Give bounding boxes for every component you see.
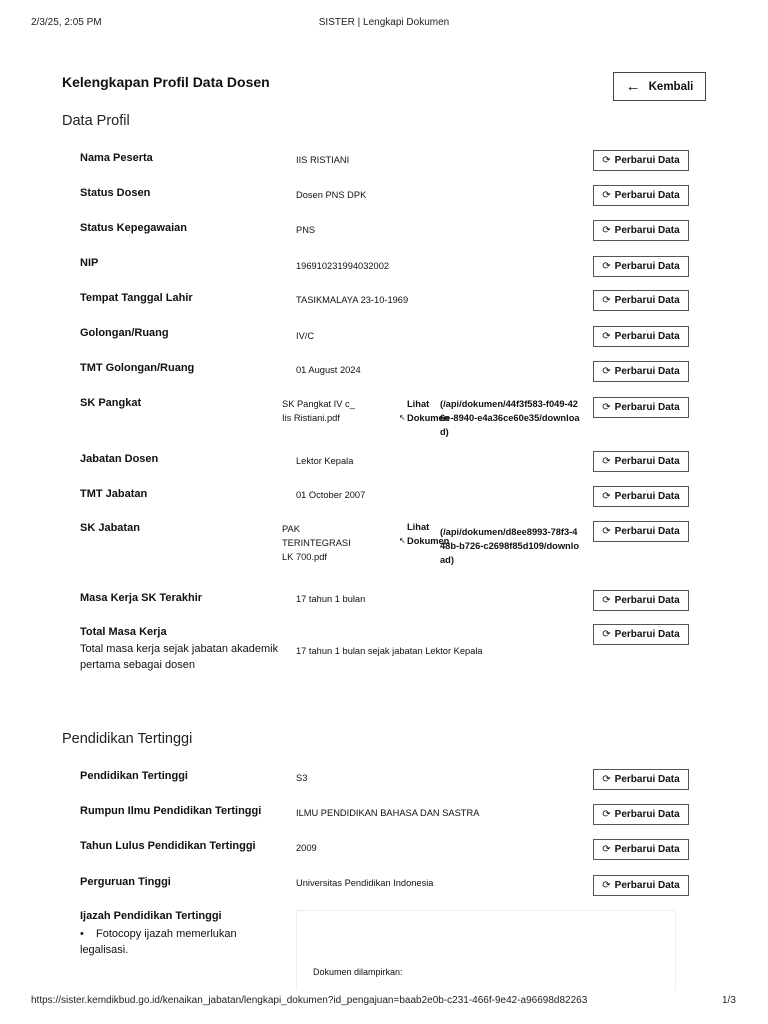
print-url: https://sister.kemdikbud.go.id/kenaikan_jabatan/lengkapi_dokumen?id_pengajuan=baab2e0b-c231-466f-9e42-a96698d82263 bbox=[31, 995, 588, 1006]
update-button[interactable] bbox=[593, 361, 689, 382]
refresh-icon: ⟳ bbox=[602, 295, 611, 306]
update-button[interactable] bbox=[593, 486, 689, 507]
field-label: Golongan/Ruang bbox=[80, 327, 169, 339]
view-document-link[interactable] bbox=[399, 520, 450, 548]
update-button[interactable] bbox=[593, 804, 689, 825]
field-label: SK Jabatan bbox=[80, 522, 140, 534]
arrow-left-icon: ← bbox=[625, 78, 641, 95]
update-button-label: Perbarui Data bbox=[614, 880, 680, 891]
field-label: Ijazah Pendidikan Tertinggi bbox=[80, 910, 222, 922]
field-label: Masa Kerja SK Terakhir bbox=[80, 592, 203, 604]
update-button[interactable] bbox=[593, 397, 689, 418]
field-label: Jabatan Dosen bbox=[80, 453, 159, 465]
update-button[interactable] bbox=[593, 590, 689, 611]
field-label: Tempat Tanggal Lahir bbox=[80, 292, 193, 304]
update-button-label: Perbarui Data bbox=[614, 526, 680, 537]
refresh-icon: ⟳ bbox=[602, 402, 611, 413]
view-document-label: Lihat Dokumen bbox=[407, 522, 450, 546]
field-value: IIS RISTIANI bbox=[296, 155, 350, 165]
refresh-icon: ⟳ bbox=[602, 844, 611, 855]
update-button-label: Perbarui Data bbox=[614, 331, 680, 342]
attached-documents-label: Dokumen dilampirkan: bbox=[313, 967, 403, 977]
update-button[interactable] bbox=[593, 150, 689, 171]
update-button[interactable] bbox=[593, 451, 689, 472]
field-value: 01 August 2024 bbox=[296, 365, 361, 375]
field-label: Status Dosen bbox=[80, 187, 151, 199]
field-value: S3 bbox=[296, 773, 308, 783]
update-button-label: Perbarui Data bbox=[614, 402, 680, 413]
update-button-label: Perbarui Data bbox=[614, 491, 680, 502]
field-label: TMT Jabatan bbox=[80, 488, 148, 500]
update-button-label: Perbarui Data bbox=[614, 456, 680, 467]
update-button-label: Perbarui Data bbox=[614, 225, 680, 236]
field-value: 2009 bbox=[296, 843, 317, 853]
update-button[interactable] bbox=[593, 326, 689, 347]
ijazah-upload-panel bbox=[296, 910, 676, 990]
field-value: 01 October 2007 bbox=[296, 490, 366, 500]
update-button-label: Perbarui Data bbox=[614, 155, 680, 166]
refresh-icon: ⟳ bbox=[602, 225, 611, 236]
bullet-icon: • bbox=[80, 928, 84, 940]
update-button[interactable] bbox=[593, 875, 689, 896]
update-button[interactable] bbox=[593, 185, 689, 206]
update-button-label: Perbarui Data bbox=[614, 261, 680, 272]
update-button[interactable] bbox=[593, 220, 689, 241]
field-value: 17 tahun 1 bulan bbox=[296, 594, 366, 604]
link-arrow-icon: ↖ bbox=[399, 536, 406, 545]
field-value: Universitas Pendidikan Indonesia bbox=[296, 878, 434, 888]
update-button-label: Perbarui Data bbox=[614, 844, 680, 855]
file-name: PAK TERINTEGRASI LK 700.pdf bbox=[282, 524, 351, 562]
update-button-label: Perbarui Data bbox=[614, 295, 680, 306]
refresh-icon: ⟳ bbox=[602, 190, 611, 201]
field-value: 196910231994032002 bbox=[296, 261, 390, 271]
print-page-title: SISTER | Lengkapi Dokumen bbox=[318, 17, 450, 28]
refresh-icon: ⟳ bbox=[602, 809, 611, 820]
file-name: SK Pangkat IV c_ Iis Ristiani.pdf bbox=[282, 399, 355, 423]
update-button[interactable] bbox=[593, 290, 689, 311]
refresh-icon: ⟳ bbox=[602, 366, 611, 377]
field-value: PNS bbox=[296, 225, 316, 235]
link-arrow-icon: ↖ bbox=[399, 413, 406, 422]
update-button-label: Perbarui Data bbox=[614, 774, 680, 785]
update-button-label: Perbarui Data bbox=[614, 366, 680, 377]
refresh-icon: ⟳ bbox=[602, 880, 611, 891]
field-description: Total masa kerja sejak jabatan akademik pertama sebagai dosen bbox=[80, 643, 279, 671]
refresh-icon: ⟳ bbox=[602, 774, 611, 785]
field-value: Dosen PNS DPK bbox=[296, 190, 367, 200]
field-label: Nama Peserta bbox=[80, 152, 153, 164]
update-button[interactable] bbox=[593, 624, 689, 645]
refresh-icon: ⟳ bbox=[602, 456, 611, 467]
print-page-number: 1/3 bbox=[722, 995, 736, 1006]
back-button[interactable] bbox=[613, 72, 706, 101]
update-button-label: Perbarui Data bbox=[614, 629, 680, 640]
ijazah-requirement-text: Fotocopy ijazah memerlukan legalisasi. bbox=[80, 928, 237, 956]
field-label: Pendidikan Tertinggi bbox=[80, 770, 188, 782]
section-title-education: Pendidikan Tertinggi bbox=[62, 731, 193, 747]
refresh-icon: ⟳ bbox=[602, 155, 611, 166]
field-value: IV/C bbox=[296, 331, 315, 341]
field-value: 17 tahun 1 bulan sejak jabatan Lektor Kepala bbox=[296, 646, 483, 656]
update-button-label: Perbarui Data bbox=[614, 595, 680, 606]
print-datetime: 2/3/25, 2:05 PM bbox=[31, 17, 102, 28]
page-title: Kelengkapan Profil Data Dosen bbox=[62, 74, 270, 90]
field-label: Perguruan Tinggi bbox=[80, 876, 171, 888]
update-button-label: Perbarui Data bbox=[614, 809, 680, 820]
view-document-link[interactable] bbox=[399, 397, 450, 425]
refresh-icon: ⟳ bbox=[602, 629, 611, 640]
update-button[interactable] bbox=[593, 839, 689, 860]
field-label: Status Kepegawaian bbox=[80, 222, 187, 234]
refresh-icon: ⟳ bbox=[602, 491, 611, 502]
field-label: SK Pangkat bbox=[80, 397, 142, 409]
update-button-label: Perbarui Data bbox=[614, 190, 680, 201]
field-value: TASIKMALAYA 23-10-1969 bbox=[296, 295, 409, 305]
ijazah-requirement bbox=[80, 926, 280, 958]
document-url[interactable]: (/api/dokumen/44f3f583-f049-426e-8940-e4a36ce60e35/download) bbox=[440, 399, 580, 437]
refresh-icon: ⟳ bbox=[602, 331, 611, 342]
refresh-icon: ⟳ bbox=[602, 595, 611, 606]
document-url[interactable]: (/api/dokumen/d8ee8993-78f3-448b-b726-c2698f85d109/download) bbox=[440, 527, 579, 565]
field-label: TMT Golongan/Ruang bbox=[80, 362, 195, 374]
field-label: Rumpun Ilmu Pendidikan Tertinggi bbox=[80, 805, 262, 817]
update-button[interactable] bbox=[593, 256, 689, 277]
view-document-label: Lihat Dokumen bbox=[407, 399, 450, 423]
update-button[interactable] bbox=[593, 521, 689, 542]
field-value: ILMU PENDIDIKAN BAHASA DAN SASTRA bbox=[296, 808, 480, 818]
section-title-profile: Data Profil bbox=[62, 113, 130, 129]
field-value: Lektor Kepala bbox=[296, 456, 354, 466]
refresh-icon: ⟳ bbox=[602, 261, 611, 272]
back-button-label: Kembali bbox=[648, 80, 694, 93]
field-label: Total Masa Kerja bbox=[80, 626, 167, 638]
field-label: Tahun Lulus Pendidikan Tertinggi bbox=[80, 840, 256, 852]
update-button[interactable] bbox=[593, 769, 689, 790]
refresh-icon: ⟳ bbox=[602, 526, 611, 537]
field-label: NIP bbox=[80, 257, 99, 269]
